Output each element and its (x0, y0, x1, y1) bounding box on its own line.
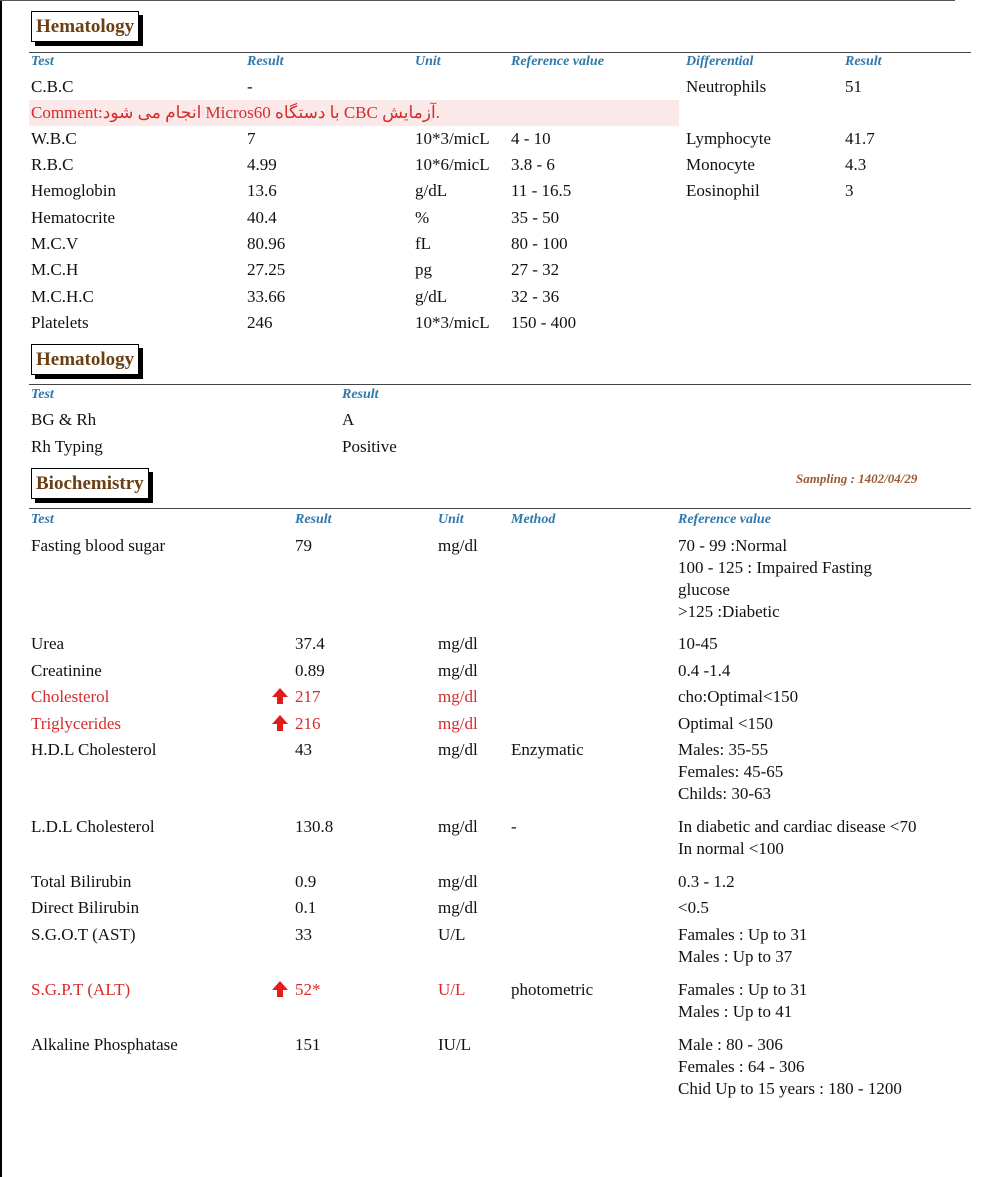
section-title-hematology-blood-group: Hematology (31, 344, 139, 375)
bio-row-method: Enzymatic (511, 740, 584, 759)
bio-row-reference-line: 70 - 99 :Normal (678, 536, 788, 555)
bio-row-unit: mg/dl (438, 740, 478, 759)
cbc-row-unit: fL (415, 234, 432, 253)
bio-row-reference-line: In diabetic and cardiac disease <70 (678, 817, 917, 836)
cbc-row-test: Hemoglobin (31, 181, 116, 200)
bio-row-reference-line: cho:Optimal<150 (678, 687, 799, 706)
cbc-result: - (247, 77, 253, 96)
bio-row-result: 0.9 (295, 872, 317, 891)
bio-row-reference-line: 10-45 (678, 634, 718, 653)
cbc-row-result: 33.66 (247, 287, 286, 306)
cbc-row-result: 40.4 (247, 208, 277, 227)
bio-row-method: photometric (511, 980, 594, 999)
bio-row-test: H.D.L Cholesterol (31, 740, 157, 759)
differential-result: 4.3 (845, 155, 867, 174)
page-left-border (0, 0, 2, 1177)
differential-result: 3 (845, 181, 854, 200)
bio-row-test: Triglycerides (31, 714, 122, 733)
cbc-row-reference: 35 - 50 (511, 208, 560, 227)
differential-name: Neutrophils (686, 77, 767, 96)
bio-row-reference-line: Males: 35-55 (678, 740, 769, 759)
bio-row-test: S.G.O.T (AST) (31, 925, 136, 944)
cbc-row-unit: 10*3/micL (415, 129, 490, 148)
blood-group-result: Positive (342, 437, 397, 456)
bio-row-unit: mg/dl (438, 872, 478, 891)
blood-group-test: Rh Typing (31, 437, 103, 456)
cbc-row-test: Platelets (31, 313, 89, 332)
differential-name: Eosinophil (686, 181, 760, 200)
differential-name: Lymphocyte (686, 129, 771, 148)
bio-row-result: 151 (295, 1035, 321, 1054)
header-unit: Unit (438, 512, 464, 527)
bio-row-test: Total Bilirubin (31, 872, 132, 891)
bio-row-unit: U/L (438, 980, 466, 999)
bio-row-test: Alkaline Phosphatase (31, 1035, 178, 1054)
cbc-row-unit: % (415, 208, 430, 227)
bio-row-unit: mg/dl (438, 687, 478, 706)
header-reference: Reference value (511, 54, 604, 69)
header-test: Test (31, 387, 54, 402)
bio-row-reference-line: glucose (678, 580, 730, 599)
cbc-row-test: M.C.H (31, 260, 79, 279)
cbc-row-reference: 4 - 10 (511, 129, 551, 148)
section-rule (29, 384, 971, 385)
differential-result: 51 (845, 77, 862, 96)
up-arrow-icon (271, 687, 289, 705)
header-differential: Differential (686, 54, 754, 69)
page-top-border (0, 0, 955, 1)
cbc-row-reference: 11 - 16.5 (511, 181, 572, 200)
bio-row-test: S.G.P.T (ALT) (31, 980, 131, 999)
bio-row-reference-line: Male : 80 - 306 (678, 1035, 783, 1054)
bio-row-reference-line: <0.5 (678, 898, 709, 917)
cbc-row-unit: 10*6/micL (415, 155, 490, 174)
cbc-row-result: 80.96 (247, 234, 286, 253)
bio-row-reference-line: Childs: 30-63 (678, 784, 772, 803)
cbc-row-reference: 150 - 400 (511, 313, 577, 332)
bio-row-reference-line: Optimal <150 (678, 714, 774, 733)
bio-row-unit: mg/dl (438, 714, 478, 733)
bio-row-test: Direct Bilirubin (31, 898, 140, 917)
bio-row-reference-line: Famales : Up to 31 (678, 980, 808, 999)
blood-group-result: A (342, 410, 355, 429)
cbc-row-reference: 32 - 36 (511, 287, 560, 306)
differential-result: 41.7 (845, 129, 875, 148)
bio-row-test: Urea (31, 634, 65, 653)
bio-row-unit: mg/dl (438, 536, 478, 555)
bio-row-reference-line: Males : Up to 37 (678, 947, 793, 966)
bio-row-reference-line: Males : Up to 41 (678, 1002, 793, 1021)
bio-row-result: 0.1 (295, 898, 317, 917)
cbc-row-result: 4.99 (247, 155, 277, 174)
bio-row-unit: mg/dl (438, 661, 478, 680)
bio-row-unit: IU/L (438, 1035, 472, 1054)
differential-name: Monocyte (686, 155, 755, 174)
bio-row-reference-line: Females: 45-65 (678, 762, 784, 781)
bio-row-result: 52* (295, 980, 321, 999)
bio-row-reference-line: 100 - 125 : Impaired Fasting (678, 558, 873, 577)
cbc-comment: Comment:انجام می شود Micros60 با دستگاه CBC آزمایش. (31, 103, 440, 122)
bio-row-result: 130.8 (295, 817, 334, 836)
cbc-row-unit: g/dL (415, 287, 448, 306)
up-arrow-icon (271, 980, 289, 998)
bio-row-reference-line: Females : 64 - 306 (678, 1057, 805, 1076)
header-reference: Reference value (678, 512, 771, 527)
up-arrow-icon (271, 714, 289, 732)
header-result: Result (295, 512, 332, 527)
bio-row-method: - (511, 817, 517, 836)
header-result: Result (247, 54, 284, 69)
section-title-hematology-cbc: Hematology (31, 11, 139, 42)
cbc-row-unit: pg (415, 260, 432, 279)
bio-row-unit: mg/dl (438, 898, 478, 917)
bio-row-result: 0.89 (295, 661, 325, 680)
bio-row-reference-line: Chid Up to 15 years : 180 - 1200 (678, 1079, 902, 1098)
cbc-row-result: 27.25 (247, 260, 286, 279)
cbc-row-result: 13.6 (247, 181, 277, 200)
cbc-row-test: Hematocrite (31, 208, 116, 227)
bio-row-result: 216 (295, 714, 321, 733)
section-rule (29, 52, 971, 53)
bio-row-result: 79 (295, 536, 312, 555)
header-result: Result (342, 387, 379, 402)
bio-row-result: 43 (295, 740, 312, 759)
cbc-row-unit: 10*3/micL (415, 313, 490, 332)
bio-row-unit: U/L (438, 925, 466, 944)
bio-row-reference-line: In normal <100 (678, 839, 784, 858)
bio-row-test: Creatinine (31, 661, 102, 680)
cbc-row-test: M.C.V (31, 234, 79, 253)
header-unit: Unit (415, 54, 441, 69)
bio-row-reference-line: Famales : Up to 31 (678, 925, 808, 944)
bio-row-test: L.D.L Cholesterol (31, 817, 155, 836)
cbc-test: C.B.C (31, 77, 74, 96)
cbc-row-reference: 80 - 100 (511, 234, 568, 253)
bio-row-reference-line: 0.4 -1.4 (678, 661, 731, 680)
section-title-biochemistry: Biochemistry (31, 468, 149, 499)
cbc-row-result: 7 (247, 129, 256, 148)
bio-row-result: 37.4 (295, 634, 325, 653)
header-diff-result: Result (845, 54, 882, 69)
cbc-row-reference: 27 - 32 (511, 260, 560, 279)
bio-row-reference-line: >125 :Diabetic (678, 602, 780, 621)
bio-row-result: 33 (295, 925, 312, 944)
section-rule (29, 508, 971, 509)
header-test: Test (31, 512, 54, 527)
blood-group-test: BG & Rh (31, 410, 97, 429)
sampling-date: Sampling : 1402/04/29 (796, 471, 918, 486)
header-method: Method (511, 512, 556, 527)
header-test: Test (31, 54, 54, 69)
cbc-row-test: R.B.C (31, 155, 74, 174)
bio-row-unit: mg/dl (438, 817, 478, 836)
bio-row-test: Fasting blood sugar (31, 536, 166, 555)
bio-row-reference-line: 0.3 - 1.2 (678, 872, 735, 891)
bio-row-unit: mg/dl (438, 634, 478, 653)
bio-row-result: 217 (295, 687, 321, 706)
cbc-row-reference: 3.8 - 6 (511, 155, 555, 174)
cbc-row-unit: g/dL (415, 181, 448, 200)
cbc-row-result: 246 (247, 313, 273, 332)
bio-row-test: Cholesterol (31, 687, 110, 706)
cbc-row-test: M.C.H.C (31, 287, 94, 306)
cbc-row-test: W.B.C (31, 129, 77, 148)
